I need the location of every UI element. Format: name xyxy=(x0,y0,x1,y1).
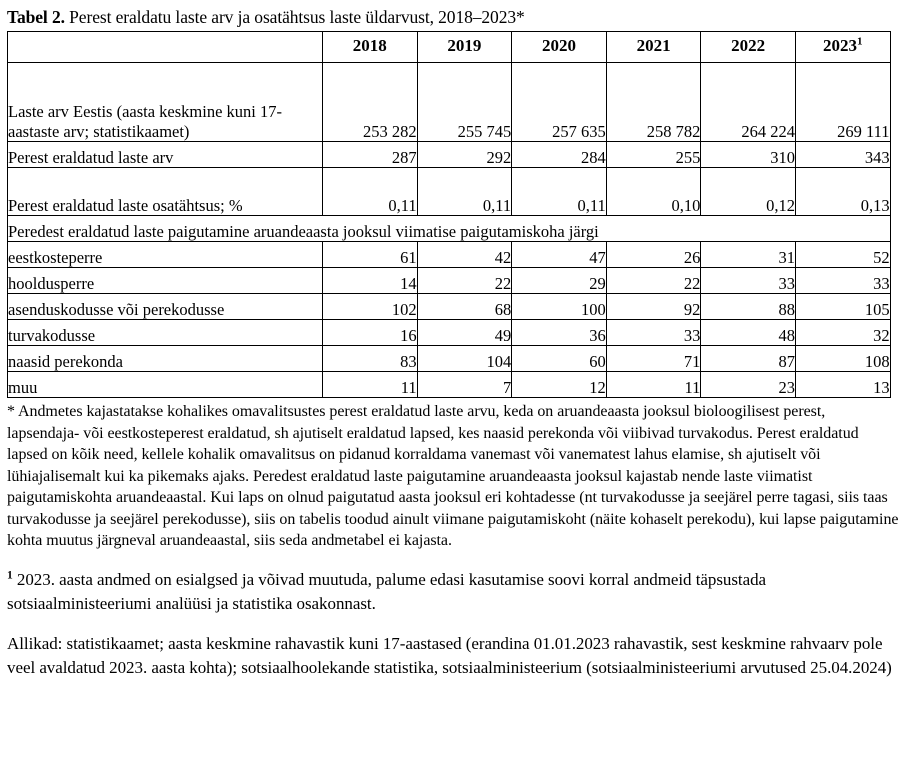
cell-children-count-2022: 264 224 xyxy=(701,63,796,142)
header-cell-year-2019: 2019 xyxy=(417,32,512,63)
cell-children-count-2023: 269 111 xyxy=(795,63,890,142)
cell-returned-family-2023: 108 xyxy=(795,346,890,372)
row-label-separated-count: Perest eraldatud laste arv xyxy=(8,142,323,168)
cell-other-2023: 13 xyxy=(795,372,890,398)
header-cell-year-2023 xyxy=(795,32,890,63)
cell-separated-count-2023: 343 xyxy=(795,142,890,168)
cell-shelter-2019: 49 xyxy=(417,320,512,346)
table-row xyxy=(8,63,891,142)
cell-foster-family-2018: 14 xyxy=(323,268,418,294)
cell-returned-family-2021: 71 xyxy=(606,346,701,372)
footnote-asterisk-text: * Andmetes kajastatakse kohalikes omavalitsustes perest eraldatud laste arvu, keda on aruandeaasta jooksul bioloogilisest perest, lapsendaja- või eestkosteperest eraldatud, sh ajutiselt eraldatud lapsed, kes naasid perekonda või viibivad turvakodus. Perest eraldatud lapsed on kõik need, kellele kohalik omavalitsus on pidanud korraldama vanemast või vanematest lahus elamise, sh ajutiselt või lühiajalisemalt kui ka pikemaks ajaks. Peredest eraldatud laste paigutamine aruandeaasta jooksul kajastab nende laste viimatist paigutamiskohta aruandeaastal. Kui laps on olnud paigutatud aasta jooksul eri kohtadesse (nt turvakodusse ja seejärel perre tagasi, siis taas turvakodusse ja seejärel perekodusse), siis on tabelis toodud ainult viimane paigutamiskoht (näite kohaselt perekodu), kui lapse paigutamine kohta muutus järgneval aruandeaastal, siis seda andmetabel ei kajasta. xyxy=(7,403,899,549)
table-header xyxy=(8,32,891,63)
caption-text: Perest eraldatu laste arv ja osatähtsus laste üldarvust, 2018–2023* xyxy=(64,7,525,27)
cell-guardianship-family-2020: 47 xyxy=(512,242,607,268)
cell-foster-family-2022: 33 xyxy=(701,268,796,294)
sources-note xyxy=(7,632,901,680)
header-cell-year-2018: 2018 xyxy=(323,32,418,63)
header-row xyxy=(8,32,891,63)
footnote-numbered xyxy=(7,568,901,616)
table-row xyxy=(8,294,891,320)
row-label-separated-share: Perest eraldatud laste osatähtsus; % xyxy=(8,168,323,216)
cell-other-2020: 12 xyxy=(512,372,607,398)
row-label-other: muu xyxy=(8,372,323,398)
cell-other-2019: 7 xyxy=(417,372,512,398)
statistics-table xyxy=(7,31,891,398)
cell-substitute-home-2018: 102 xyxy=(323,294,418,320)
header-cell-blank xyxy=(8,32,323,63)
cell-foster-family-2020: 29 xyxy=(512,268,607,294)
cell-returned-family-2018: 83 xyxy=(323,346,418,372)
note-spacer xyxy=(7,616,901,630)
footnote-numbered-body: 2023. aasta andmed on esialgsed ja võivad muutuda, palume edasi kasutamise soovi korral andmeid täpsustada sotsiaalministeeriumi analüüsi ja statistika osakonnast. xyxy=(7,569,767,613)
cell-foster-family-2021: 22 xyxy=(606,268,701,294)
table-row xyxy=(8,168,891,216)
table-row xyxy=(8,372,891,398)
table-section-heading-row xyxy=(8,216,891,242)
row-label-shelter: turvakodusse xyxy=(8,320,323,346)
cell-guardianship-family-2022: 31 xyxy=(701,242,796,268)
cell-substitute-home-2022: 88 xyxy=(701,294,796,320)
cell-returned-family-2022: 87 xyxy=(701,346,796,372)
row-label-guardianship-family: eestkosteperre xyxy=(8,242,323,268)
cell-children-count-2021: 258 782 xyxy=(606,63,701,142)
table-row xyxy=(8,242,891,268)
header-cell-year-2022: 2022 xyxy=(701,32,796,63)
cell-separated-share-2022: 0,12 xyxy=(701,168,796,216)
cell-separated-count-2020: 284 xyxy=(512,142,607,168)
cell-separated-share-2023: 0,13 xyxy=(795,168,890,216)
cell-substitute-home-2023: 105 xyxy=(795,294,890,320)
row-label-returned-family: naasid perekonda xyxy=(8,346,323,372)
cell-shelter-2023: 32 xyxy=(795,320,890,346)
cell-separated-count-2019: 292 xyxy=(417,142,512,168)
cell-other-2021: 11 xyxy=(606,372,701,398)
cell-foster-family-2023: 33 xyxy=(795,268,890,294)
cell-separated-count-2018: 287 xyxy=(323,142,418,168)
table-row xyxy=(8,320,891,346)
header-cell-year-2021: 2021 xyxy=(606,32,701,63)
cell-guardianship-family-2021: 26 xyxy=(606,242,701,268)
cell-separated-share-2018: 0,11 xyxy=(323,168,418,216)
note-spacer xyxy=(7,552,901,566)
table-body xyxy=(8,63,891,398)
cell-guardianship-family-2019: 42 xyxy=(417,242,512,268)
table-caption xyxy=(7,6,901,28)
row-label-substitute-home: asenduskodusse või perekodusse xyxy=(8,294,323,320)
cell-substitute-home-2021: 92 xyxy=(606,294,701,320)
cell-substitute-home-2019: 68 xyxy=(417,294,512,320)
header-year-2023-text: 2023 xyxy=(823,36,858,56)
cell-children-count-2018: 253 282 xyxy=(323,63,418,142)
cell-foster-family-2019: 22 xyxy=(417,268,512,294)
section-heading-placement: Peredest eraldatud laste paigutamine aruandeaasta jooksul viimatise paigutamiskoha järgi xyxy=(8,216,891,242)
caption-label: Tabel 2. xyxy=(7,7,65,27)
cell-children-count-2019: 255 745 xyxy=(417,63,512,142)
cell-other-2018: 11 xyxy=(323,372,418,398)
header-cell-year-2020: 2020 xyxy=(512,32,607,63)
cell-separated-share-2019: 0,11 xyxy=(417,168,512,216)
cell-guardianship-family-2023: 52 xyxy=(795,242,890,268)
row-label-children-count: Laste arv Eestis (aasta keskmine kuni 17-aastaste arv; statistikaamet) xyxy=(8,63,323,142)
footnote-number-icon: 1 xyxy=(7,568,13,581)
row-label-foster-family: hooldusperre xyxy=(8,268,323,294)
cell-guardianship-family-2018: 61 xyxy=(323,242,418,268)
cell-other-2022: 23 xyxy=(701,372,796,398)
table-row xyxy=(8,268,891,294)
cell-substitute-home-2020: 100 xyxy=(512,294,607,320)
cell-shelter-2020: 36 xyxy=(512,320,607,346)
cell-children-count-2020: 257 635 xyxy=(512,63,607,142)
sources-note-text: Allikad: statistikaamet; aasta keskmine rahavastik kuni 17-aastased (erandina 01.01.2023 rahavastik, sest keskmine rahvaarv pole veel avaldatud 2023. aasta kohta); sotsiaalhoolekande statistika, sotsiaalministeerium (sotsiaalministeeriumi arvutused 25.04.2024) xyxy=(7,633,892,677)
cell-shelter-2021: 33 xyxy=(606,320,701,346)
table-row xyxy=(8,346,891,372)
cell-returned-family-2019: 104 xyxy=(417,346,512,372)
cell-shelter-2022: 48 xyxy=(701,320,796,346)
cell-separated-count-2021: 255 xyxy=(606,142,701,168)
cell-separated-share-2020: 0,11 xyxy=(512,168,607,216)
cell-returned-family-2020: 60 xyxy=(512,346,607,372)
footnote-asterisk xyxy=(7,401,901,552)
cell-shelter-2018: 16 xyxy=(323,320,418,346)
cell-separated-share-2021: 0,10 xyxy=(606,168,701,216)
table-row xyxy=(8,142,891,168)
footnote-numbered-text xyxy=(7,568,901,616)
cell-separated-count-2022: 310 xyxy=(701,142,796,168)
footnote-marker-icon: 1 xyxy=(857,35,863,48)
